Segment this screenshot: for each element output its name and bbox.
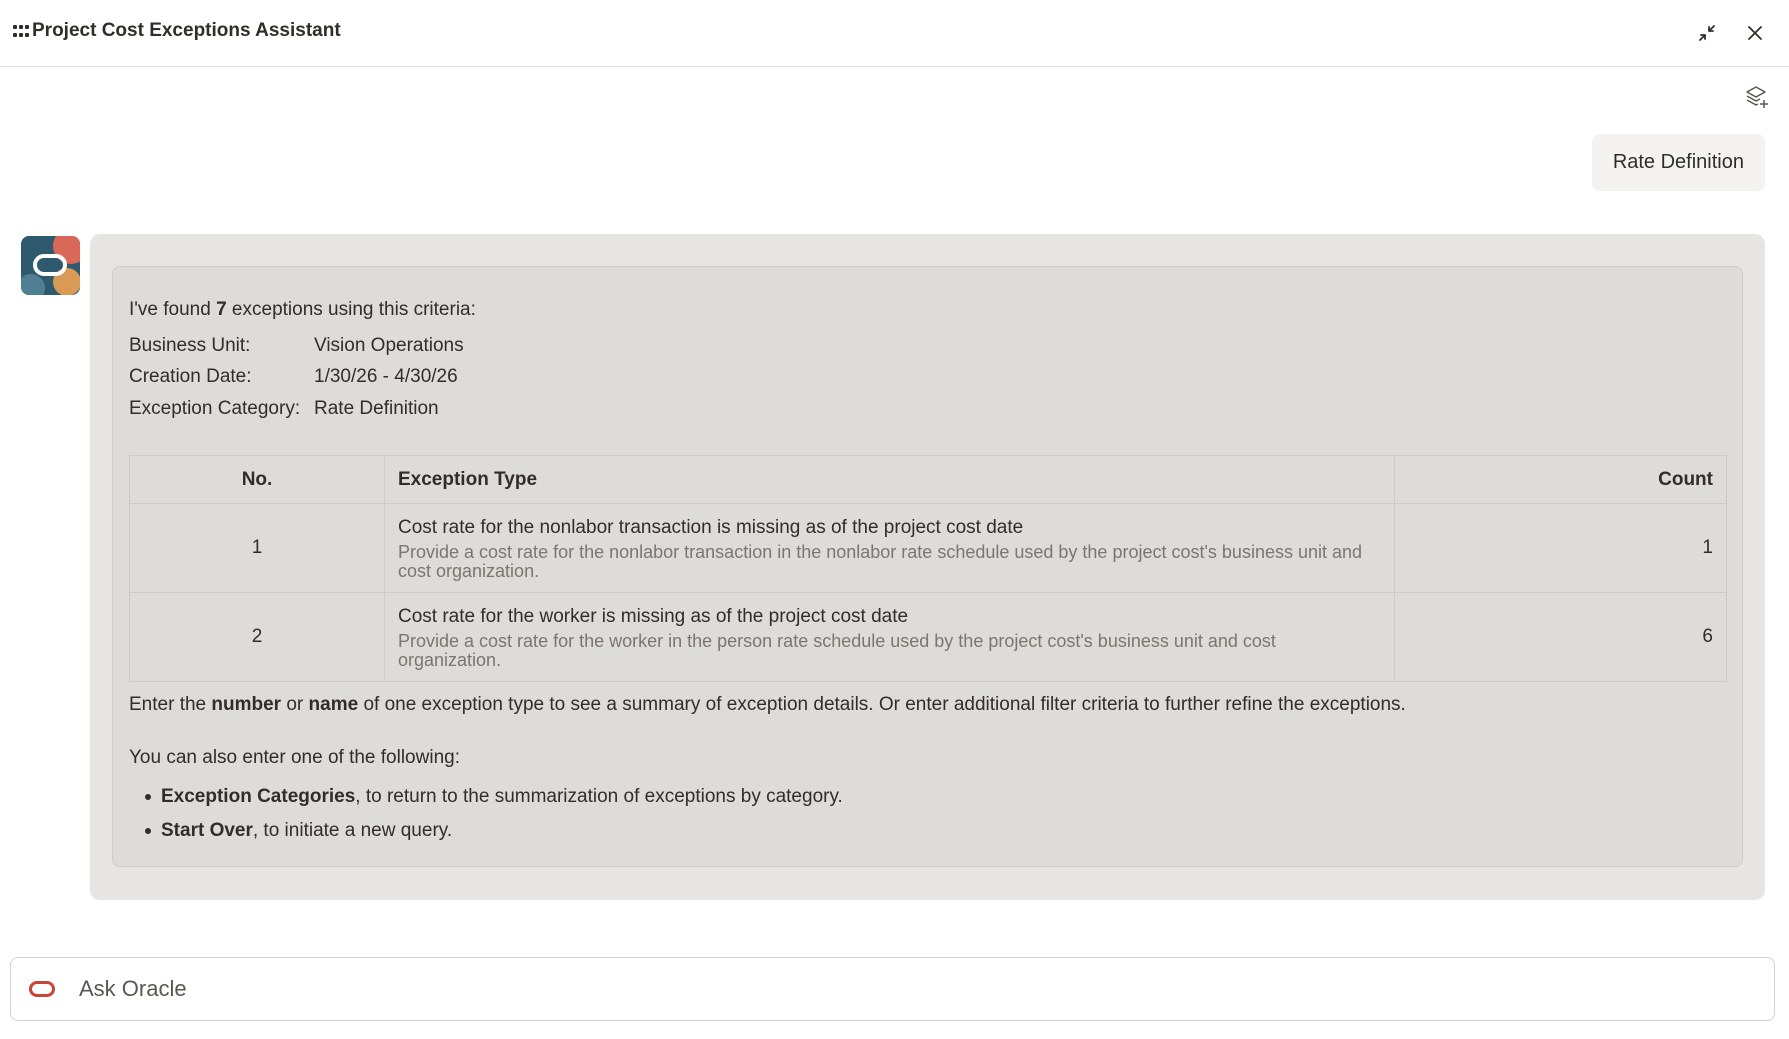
table-row[interactable] [130, 504, 1727, 593]
collapse-icon [1697, 23, 1717, 43]
close-icon [1745, 23, 1765, 43]
row-count: 6 [1395, 593, 1727, 682]
ask-input[interactable] [79, 976, 1679, 1002]
exception-count: 7 [216, 299, 227, 320]
assistant-message [90, 234, 1765, 900]
list-item: Start Over , to initiate a new query. [145, 814, 843, 848]
list-item: Exception Categories , to return to the summarization of exceptions by category. [145, 780, 843, 814]
layers-add-icon[interactable] [1744, 84, 1770, 110]
exceptions-table [129, 455, 1727, 682]
user-message-bubble: Rate Definition [1592, 134, 1765, 191]
assistant-avatar [21, 236, 80, 295]
ask-bar [10, 957, 1775, 1021]
header-bar [0, 0, 1789, 67]
row-no: 2 [130, 593, 385, 682]
row-count: 1 [1395, 504, 1727, 593]
grid-icon[interactable] [13, 25, 29, 39]
exception-title: Cost rate for the nonlabor transaction is missing as of the project cost date [398, 516, 1024, 538]
exception-desc: Provide a cost rate for the worker in the person rate schedule used by the project cost's business unit and cost organization. [398, 630, 1276, 670]
collapse-button[interactable] [1692, 18, 1722, 48]
row-type [385, 593, 1395, 682]
col-header-no: No. [130, 456, 385, 504]
instruction-text: Enter the number or name of one exception type to see a summary of exception details. Or enter additional filter criteria to further refine the exceptions. [129, 694, 1406, 715]
col-header-type: Exception Type [385, 456, 1395, 504]
intro-text: I've found 7 exceptions using this criteria: [129, 299, 476, 320]
oracle-logo-icon [29, 981, 55, 997]
exception-desc: Provide a cost rate for the nonlabor transaction in the nonlabor rate schedule used by the project cost's business unit and cost organization. [398, 541, 1363, 581]
options-intro: You can also enter one of the following: [129, 747, 460, 768]
table-header-row [130, 456, 1727, 504]
options-list [145, 780, 843, 848]
close-button[interactable] [1740, 18, 1770, 48]
row-type [385, 504, 1395, 593]
criteria-creation-date: Creation Date: 1/30/26 - 4/30/26 [129, 366, 458, 387]
exception-title: Cost rate for the worker is missing as of the project cost date [398, 605, 909, 627]
criteria-business-unit: Business Unit: Vision Operations [129, 335, 464, 356]
assistant-card [112, 266, 1743, 867]
row-no: 1 [130, 504, 385, 593]
table-row[interactable] [130, 593, 1727, 682]
col-header-count: Count [1395, 456, 1727, 504]
criteria-exception-category: Exception Category: Rate Definition [129, 398, 439, 419]
page-title: Project Cost Exceptions Assistant [32, 20, 341, 41]
